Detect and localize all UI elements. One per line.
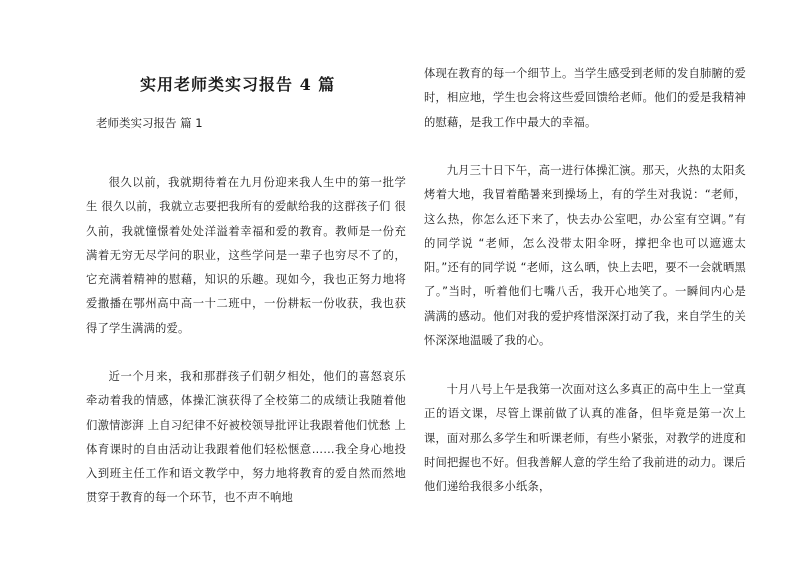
paragraph-2: 近一个月来，我和那群孩子们朝夕相处，他们的喜怒哀乐牵动着我的情感，体操汇演获得了全校第二的成绩让我随着他们激情澎湃 上自习纪律不好被校领导批评让我跟着他们忧愁 上体育课时的自由活动让我跟着他们轻松惬意……我全身心地投入到班主任工作和语文教学中，努力地将教育的爱自然而然地贯穿于教育的每一个环节，也不声不响地 [86, 370, 406, 505]
section-subtitle: 老师类实习报告 篇 1 [96, 116, 203, 130]
paragraph-5: 十月八号上午是我第一次面对这么多真正的高中生上一堂真正的语文课，尽管上课前做了认真的准备，但毕竟是第一次上课，面对那么多学生和听课老师，有些小紧张，对教学的进度和时间把握也不好。但我善解人意的学生给了我前进的动力。课后他们递给我很多小纸条， [424, 383, 746, 494]
document-title: 实用老师类实习报告 4 篇 [140, 75, 336, 94]
paragraph-3-continued: 体现在教育的每一个细节上。当学生感受到老师的发自肺腑的爱时，相应地，学生也会将这些爱回馈给老师。他们的爱是我精神的慰藉，是我工作中最大的幸福。 [424, 67, 746, 129]
paragraph-4: 九月三十日下午，高一进行体操汇演。那天，火热的太阳炙烤着大地，我冒着酷暑来到操场上，有的学生对我说：“老师，这么热，你怎么还下来了，快去办公室吧，办公室有空调。”有的同学说 “老师，怎么没带太阳伞呀，撑把伞也可以遮遮太阳。”还有的同学说 “老师，这么晒，快上去吧，要不一会就晒黑了。”当时，听着他们七嘴八舌，我开心地笑了。一瞬间内心是满满的感动。他们对我的爱护疼惜深深打动了我，来自学生的关怀深深地温暖了我的心。 [424, 164, 746, 348]
paragraph-1: 很久以前，我就期待着在九月份迎来我人生中的第一批学生 很久以前，我就立志要把我所有的爱献给我的这群孩子们 很久前，我就憧憬着处处洋溢着幸福和爱的教育。教师是一份充满着无穷无尽学问的职业，这些学问是一辈子也穷尽不了的，它充满着精神的慰藉，知识的乐趣。现如今，我也正努力地将爱撒播在鄂州高中高一十二班中，一份耕耘一份收获，我也获得了学生满满的爱。 [86, 176, 406, 335]
